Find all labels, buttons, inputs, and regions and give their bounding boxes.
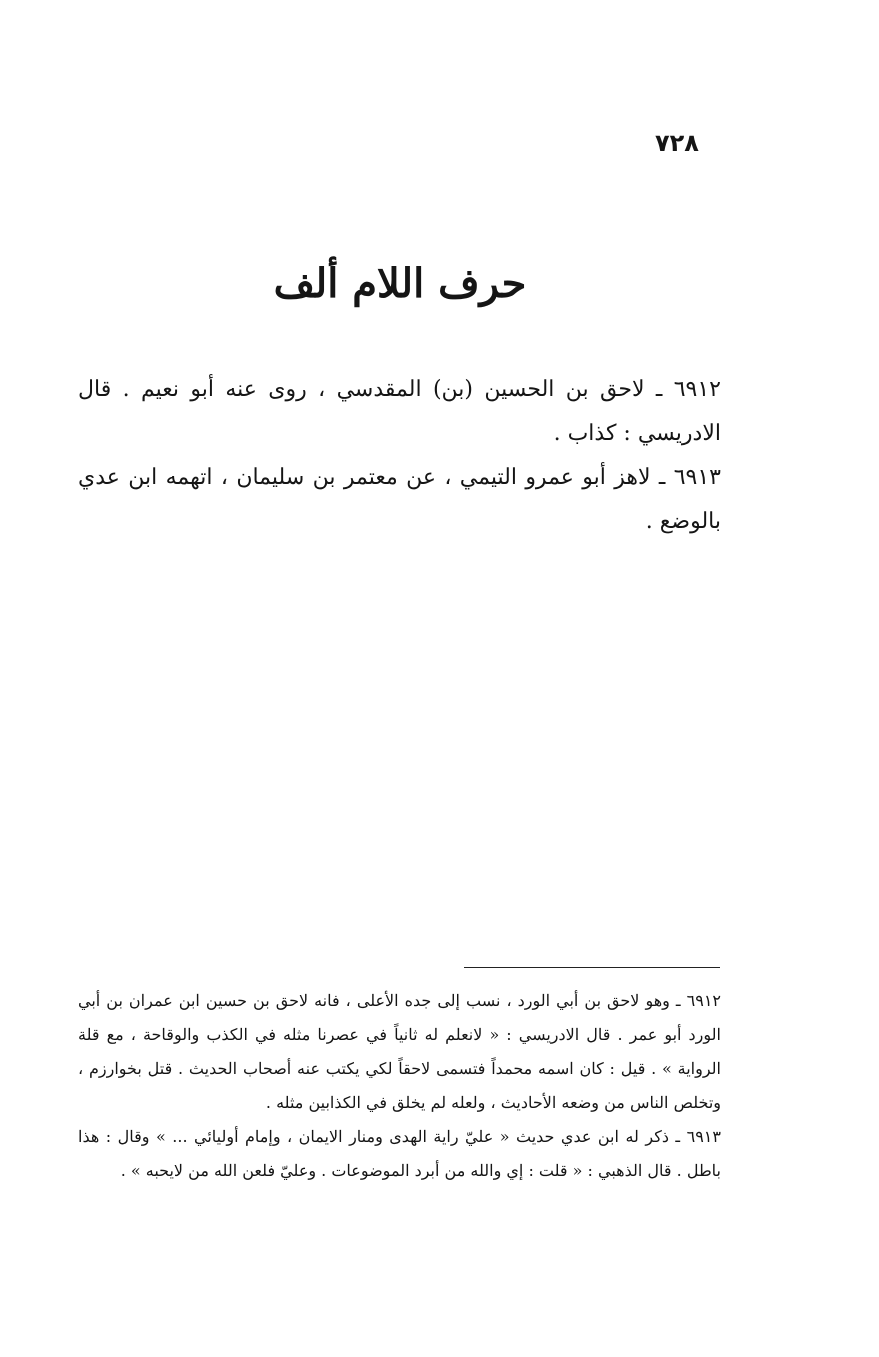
entry-number: ٦٩١٢: [673, 377, 721, 402]
footnote-divider: [464, 967, 720, 968]
entry-number: ٦٩١٣: [673, 465, 721, 490]
entry-dash: ـ: [650, 465, 666, 490]
section-title: حرف اللام ألف: [273, 260, 527, 307]
footnote-text: وهو لاحق بن أبي الورد ، نسب إلى جده الأعلى ، فانه لاحق بن حسين ابن عمران بن أبي الورد أبو عمر . قال الادريسي : « لانعلم له ثانياً في عصرنا مثله في الكذب والوقاحة ، مع قلة الرواية » . قيل : كان اسمه محمداً فتسمى لاحقاً لكي يكتب عنه أصحاب الحديث . قتل بخوارزم ، وتخلص الناس من وضعه الأحاديث ، ولعله لم يخلق في الكذابين مثله .: [78, 991, 721, 1112]
entry-dash: ـ: [644, 377, 663, 402]
footnote-number: ٦٩١٣: [686, 1127, 721, 1146]
footnote-text: ذكر له ابن عدي حديث « عليّ راية الهدى ومنار الايمان ، وإمام أوليائي ... » وقال : هذا باطل . قال الذهبي : « قلت : إي والله من أبرد الموضوعات . وعليّ فلعن الله من لايحبه » .: [78, 1127, 721, 1180]
entry-6912: [78, 368, 721, 456]
footnote-6912: [78, 984, 721, 1120]
entries-list: [78, 368, 721, 544]
entry-text: لاحق بن الحسين (بن) المقدسي ، روى عنه أبو نعيم . قال الادريسي : كذاب .: [78, 377, 721, 446]
footnote-number: ٦٩١٢: [686, 991, 721, 1010]
footnote-dash: ـ: [668, 1127, 681, 1146]
page-number: ٧٢٨: [655, 129, 699, 157]
footnote-dash: ـ: [669, 991, 681, 1010]
entry-text: لاهز أبو عمرو التيمي ، عن معتمر بن سليمان ، اتهمه ابن عدي بالوضع .: [78, 465, 721, 534]
footnotes-list: [78, 984, 721, 1188]
footnote-6913: [78, 1120, 721, 1188]
entry-6913: [78, 456, 721, 544]
